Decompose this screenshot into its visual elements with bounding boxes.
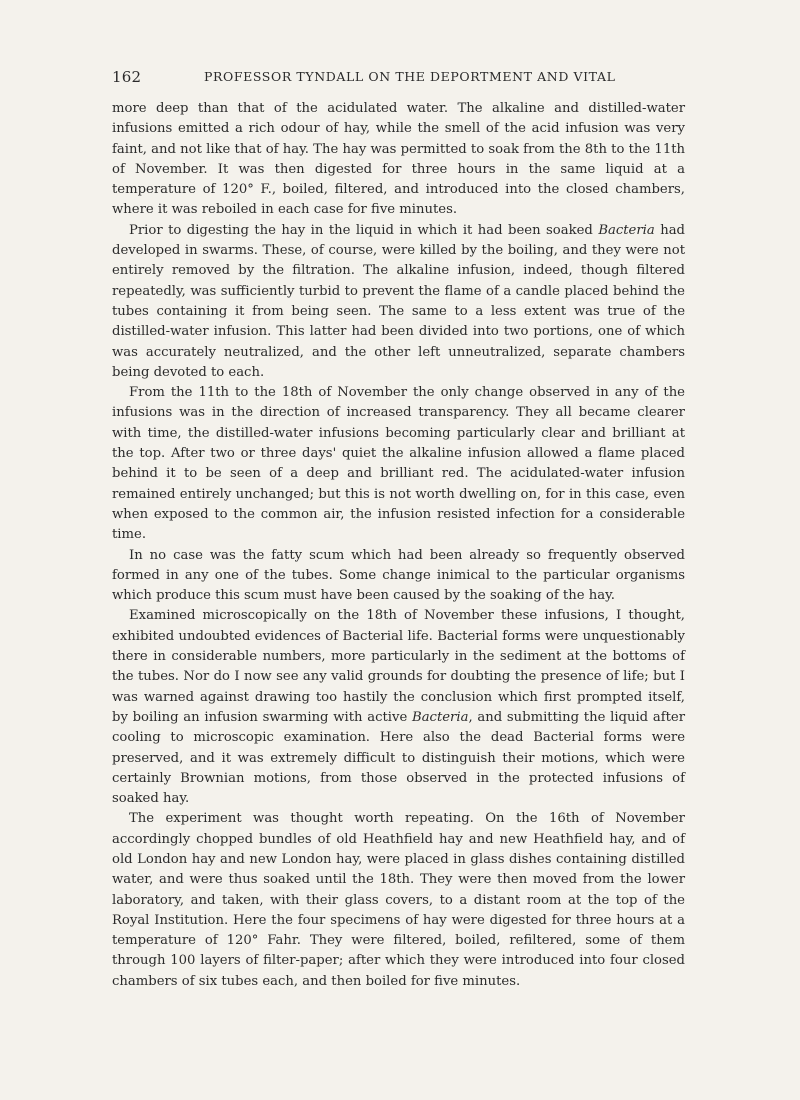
paragraph-5-italic-term: Bacteria xyxy=(412,709,469,725)
paragraph-4-text: In no case was the fatty scum which had been already so frequently observed formed in any one of the tubes. Some change inimical to the particular organisms which produce this scum must have been caused by the soaking of the hay. xyxy=(112,547,685,604)
paragraph-3-text: From the 11th to the 18th of November the only change observed in any of the infusions was in the direction of increased transparency. They all became clearer with time, the distilled-water infusions becoming particularly clear and brilliant at the top. After two or three days' quiet the alkaline infusion allowed a flame placed behind it to be seen of a deep and brilliant red. The acidulated-water infusion remained entirely unchanged; but this is not worth dwelling on, for in this case, even when exposed to the common air, the infusion resisted infection for a considerable time. xyxy=(112,385,685,543)
paragraph-2-italic-term: Bacteria xyxy=(598,222,655,238)
paragraph-5 xyxy=(112,606,685,809)
paragraph-2-text-a: Prior to digesting the hay in the liquid in which it had been soaked xyxy=(129,222,599,238)
paragraph-6-text: The experiment was thought worth repeating. On the 16th of November accordingly chopped bundles of old Heathfield hay and new Heathfield hay, and of old London hay and new London hay, were placed in glass dishes containing distilled water, and were thus soaked until the 18th. They were then moved from the lower laboratory, and taken, with their glass covers, to a distant room at the top of the Royal Institution. Here the four specimens of hay were digested for three hours at a temperature of 120° Fahr. They were filtered, boiled, refiltered, some of them through 100 layers of filter-paper; after which they were introduced into four closed chambers of six tubes each, and then boiled for five minutes. xyxy=(112,811,685,989)
paragraph-3 xyxy=(112,383,685,545)
paragraph-2 xyxy=(112,221,685,383)
paragraph-1-text: more deep than that of the acidulated water. The alkaline and distilled-water infusions emitted a rich odour of hay, while the smell of the acid infusion was very faint, and not like that of hay. The hay was permitted to soak from the 8th to the 11th of November. It was then digested for three hours in the same liquid at a temperature of 120° F., boiled, filtered, and introduced into the closed chambers, where it was reboiled in each case for five minutes. xyxy=(112,101,685,218)
paragraph-5-text-b: , and submitting the liquid after cooling to microscopic examination. Here also the dead Bacterial forms were preserved, and it was extremely difficult to distinguish their motions, which were certainly Brownian motions, from those observed in the protected infusions of soaked hay. xyxy=(112,709,686,807)
paragraph-2-text-b: had developed in swarms. These, of course, were killed by the boiling, and they were not entirely removed by the filtration. The alkaline infusion, indeed, though filtered repeatedly, was sufficiently turbid to prevent the flame of a candle placed behind the tubes containing it from being seen. The same to a less extent was true of the distilled-water infusion. This latter had been divided into two portions, one of which was accurately neutralized, and the other left unneutralized, separate chambers being devoted to each. xyxy=(112,222,685,380)
body-text xyxy=(112,99,685,992)
page-number: 162 xyxy=(112,68,142,86)
paragraph-6 xyxy=(112,809,685,992)
paragraph-1 xyxy=(112,99,685,221)
running-head xyxy=(112,68,686,88)
running-title: PROFESSOR TYNDALL ON THE DEPORTMENT AND VITAL xyxy=(204,69,616,84)
paragraph-5-text-a: Examined microscopically on the 18th of November these infusions, I thought, exhibited undoubted evidences of Bacterial life. Bacterial forms were unquestionably there in considerable numbers, more particularly in the sediment at the bottoms of the tubes. Nor do I now see any valid grounds for doubting the presence of life; but I was warned against drawing too hastily the conclusion which first prompted itself, by boiling an infusion swarming with active xyxy=(112,608,685,725)
paragraph-4 xyxy=(112,546,685,607)
